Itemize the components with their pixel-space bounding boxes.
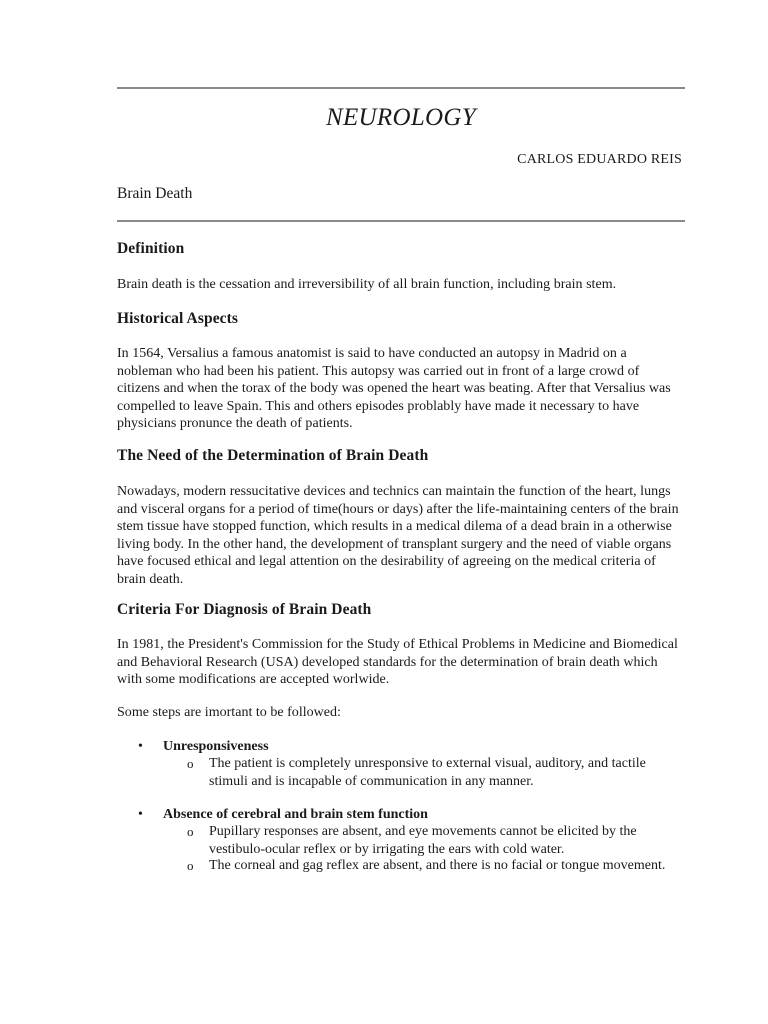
criteria-heading: Criteria For Diagnosis of Brain Death bbox=[117, 601, 372, 618]
bullet-marker: • bbox=[138, 739, 143, 754]
sub-item-text: Pupillary responses are absent, and eye movements cannot be elicited by the vestibulo-ocular reflex or by irrigating the ears with cold water. bbox=[209, 824, 637, 857]
history-heading: Historical Aspects bbox=[117, 310, 239, 327]
sub-bullet-marker: o bbox=[187, 756, 194, 771]
definition-heading: Definition bbox=[117, 240, 185, 257]
sub-item-text: The patient is completely unresponsive to external visual, auditory, and tactile stimuli and is incapable of communication in any manner. bbox=[209, 756, 646, 789]
sub-item-text: The corneal and gag reflex are absent, and there is no facial or tongue movement. bbox=[209, 858, 666, 873]
criteria-body: In 1981, the President's Commission for the Study of Ethical Problems in Medicine and Biomedical and Behavioral Research (USA) developed standards for the determination of brain death which with some modifications are accepted worlwide. bbox=[117, 637, 678, 687]
bullet-marker: • bbox=[138, 807, 143, 822]
sub-bullet-marker: o bbox=[187, 824, 194, 839]
sub-bullet-marker: o bbox=[187, 858, 194, 873]
need-body: Nowadays, modern ressucitative devices and technics can maintain the function of the heart, lungs and visceral organs for a period of time(hours or days) after the life-maintaining centers of the brain stem tissue have stopped function, which results in a medical dilema of a dead brain in a otherwise living body. In the other hand, the development of transplant surgery and the need of viable organs have focused ethical and legal attention on the desirability of agreeing on the medical criteria of brain death. bbox=[117, 484, 679, 587]
header-divider bbox=[117, 220, 685, 222]
bullet-label: Absence of cerebral and brain stem function bbox=[163, 807, 428, 822]
bullet-label: Unresponsiveness bbox=[163, 739, 269, 754]
author-name: CARLOS EDUARDO REIS bbox=[517, 152, 682, 167]
document-subject: Brain Death bbox=[117, 185, 193, 202]
steps-intro: Some steps are imortant to be followed: bbox=[117, 705, 341, 720]
page-title: NEUROLOGY bbox=[326, 104, 476, 131]
history-body: In 1564, Versalius a famous anatomist is said to have conducted an autopsy in Madrid on a nobleman who had been his patient. This autopsy was carried out in front of a large crowd of citizens and when the torax of the body was opened the heart was beating. After that Versalius was compelled to leave Spain. This and others episodes problably have made it necessary to have physicians pronunce the death of patients. bbox=[117, 346, 671, 431]
need-heading: The Need of the Determination of Brain Death bbox=[117, 447, 429, 464]
top-divider bbox=[117, 87, 685, 89]
definition-body: Brain death is the cessation and irreversibility of all brain function, including brain stem. bbox=[117, 277, 617, 292]
